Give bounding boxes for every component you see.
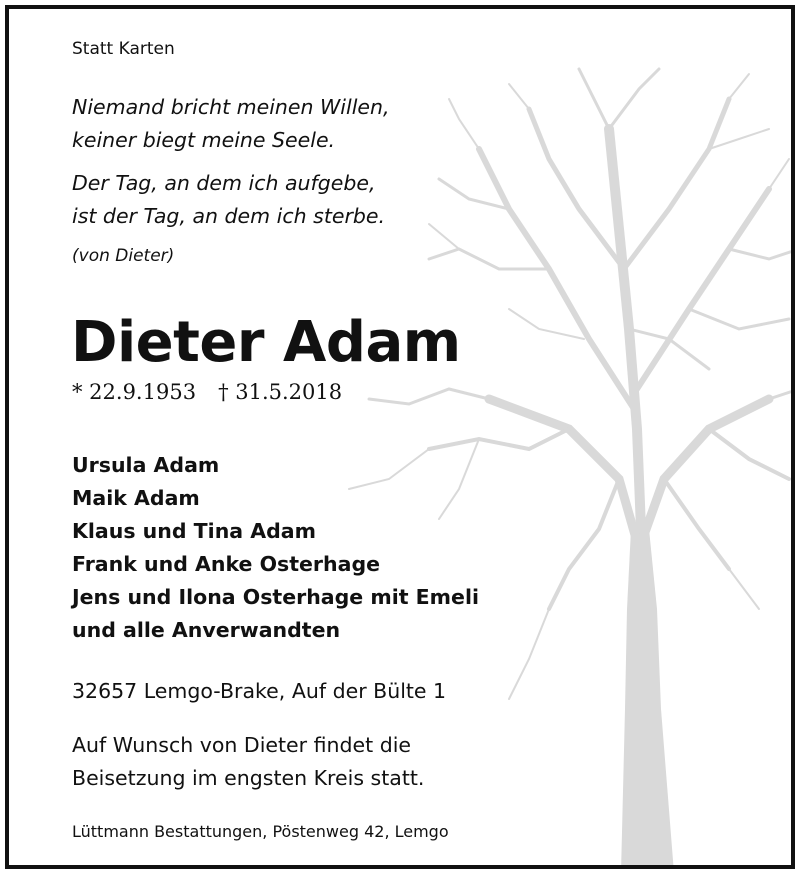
birth-date: * 22.9.1953: [72, 380, 197, 404]
poem-stanza-2: [72, 167, 385, 233]
mourner-name: und alle Anverwandten: [72, 618, 341, 642]
poem-line: keiner biegt meine Seele.: [72, 128, 336, 152]
poem-line: ist der Tag, an dem ich sterbe.: [72, 204, 386, 228]
poem-stanza-1: [72, 91, 390, 157]
obituary-notice: [5, 5, 795, 869]
burial-note-line: Auf Wunsch von Dieter findet die: [72, 733, 412, 757]
burial-note: [72, 729, 424, 795]
poem-line: Der Tag, an dem ich aufgebe,: [72, 171, 376, 195]
mourner-name: Frank und Anke Osterhage: [72, 552, 381, 576]
header-statt-karten: Statt Karten: [72, 39, 175, 59]
family-address: 32657 Lemgo-Brake, Auf der Bülte 1: [72, 679, 447, 703]
mourners-list: [72, 449, 479, 647]
poem-line: Niemand bricht meinen Willen,: [72, 95, 390, 119]
mourner-name: Jens und Ilona Osterhage mit Emeli: [72, 585, 479, 609]
mourner-name: Maik Adam: [72, 486, 200, 510]
death-date: † 31.5.2018: [218, 380, 343, 404]
deceased-name: Dieter Adam: [71, 310, 461, 375]
burial-note-line: Beisetzung im engsten Kreis statt.: [72, 766, 425, 790]
mourner-name: Klaus und Tina Adam: [72, 519, 316, 543]
mourner-name: Ursula Adam: [72, 453, 220, 477]
life-dates: [72, 380, 342, 404]
funeral-home-footer: Lüttmann Bestattungen, Pöstenweg 42, Lemgo: [72, 822, 449, 841]
poem-attribution: (von Dieter): [72, 246, 175, 266]
